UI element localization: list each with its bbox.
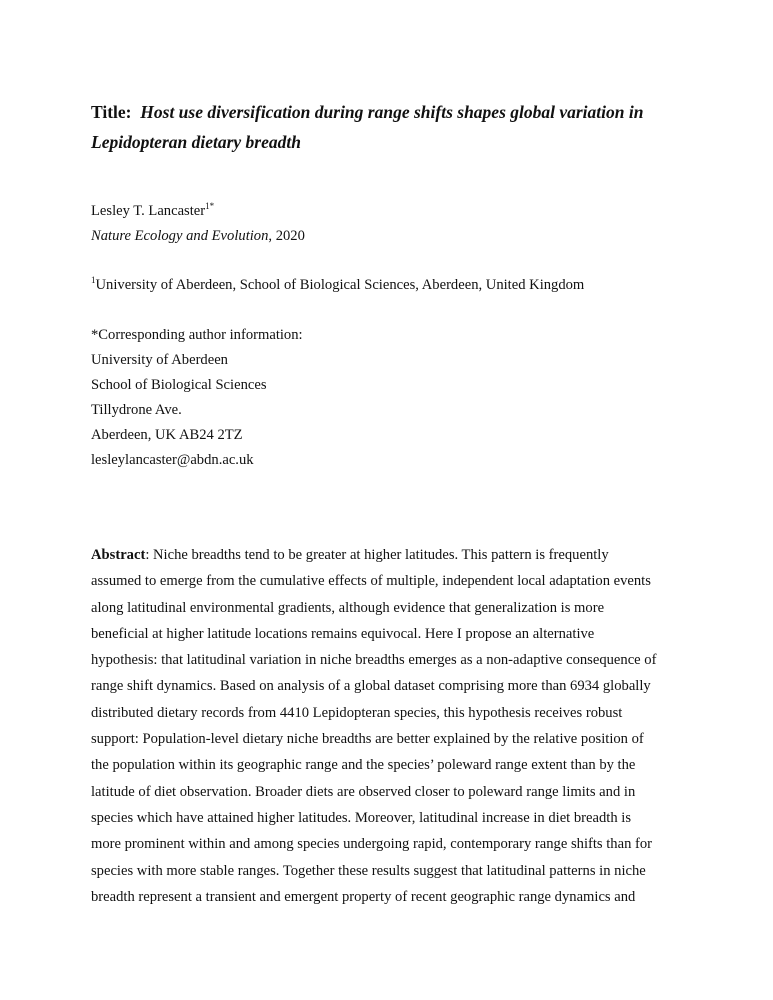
correspondence-line: University of Aberdeen: [91, 352, 228, 368]
abstract-line: hypothesis: that latitudinal variation in niche breadths emerges as a non-adaptive consequence of: [91, 652, 657, 669]
abstract-line: [91, 542, 691, 568]
abstract-line: support: Population-level dietary niche breadths are better explained by the relative position of: [91, 731, 644, 748]
title-label: Title:: [91, 102, 132, 122]
affiliation-mark: 1: [91, 275, 96, 285]
author-affiliation-marks: 1*: [205, 201, 215, 211]
abstract-line: more prominent within and among species undergoing rapid, contemporary range shifts than for: [91, 836, 653, 853]
author-line: [91, 199, 214, 224]
abstract-line: species with more stable ranges. Together these results suggest that latitudinal patterns in niche: [91, 862, 646, 879]
abstract-section: [91, 542, 691, 910]
correspondence-line: Aberdeen, UK AB24 2TZ: [91, 427, 243, 443]
paper-title: [91, 97, 691, 157]
abstract-line: breadth represent a transient and emergent property of recent geographic range dynamics and: [91, 888, 636, 905]
abstract-line: along latitudinal environmental gradients, although evidence that generalization is more: [91, 599, 605, 616]
title-line-1: [91, 97, 691, 127]
abstract-line: range shift dynamics. Based on analysis of a global dataset comprising more than 6934 globally: [91, 678, 651, 695]
correspondence-heading: *Corresponding author information:: [91, 327, 303, 343]
affiliation-text: University of Aberdeen, School of Biological Sciences, Aberdeen, United Kingdom: [95, 277, 585, 293]
title-text-line-1: Host use diversification during range shifts shapes global variation in: [140, 102, 644, 122]
abstract-line: the population within its geographic range and the species’ poleward range extent than by the: [91, 757, 636, 774]
abstract-text: : Niche breadths tend to be greater at higher latitudes. This pattern is frequently: [145, 547, 609, 563]
affiliation-line: [91, 273, 584, 298]
abstract-label: Abstract: [91, 547, 146, 563]
abstract-line: species which have attained higher latitudes. Moreover, latitudinal increase in diet breadth is: [91, 809, 632, 826]
abstract-line: beneficial at higher latitude locations remains equivocal. Here I propose an alternative: [91, 625, 595, 642]
citation-year: , 2020: [268, 228, 305, 244]
abstract-line: assumed to emerge from the cumulative effects of multiple, independent local adaptation events: [91, 573, 651, 590]
title-text-line-2: Lepidopteran dietary breadth: [91, 132, 301, 152]
correspondence-block: [91, 323, 303, 473]
correspondence-email: lesleylancaster@abdn.ac.uk: [91, 452, 254, 468]
author-name: Lesley T. Lancaster: [91, 203, 206, 219]
citation-line: [91, 224, 305, 249]
journal-name: Nature Ecology and Evolution: [91, 228, 269, 244]
correspondence-line: School of Biological Sciences: [91, 377, 267, 393]
correspondence-line: Tillydrone Ave.: [91, 402, 182, 418]
abstract-line: latitude of diet observation. Broader diets are observed closer to poleward range limits and in: [91, 783, 636, 800]
abstract-line: distributed dietary records from 4410 Lepidopteran species, this hypothesis receives robust: [91, 704, 623, 721]
